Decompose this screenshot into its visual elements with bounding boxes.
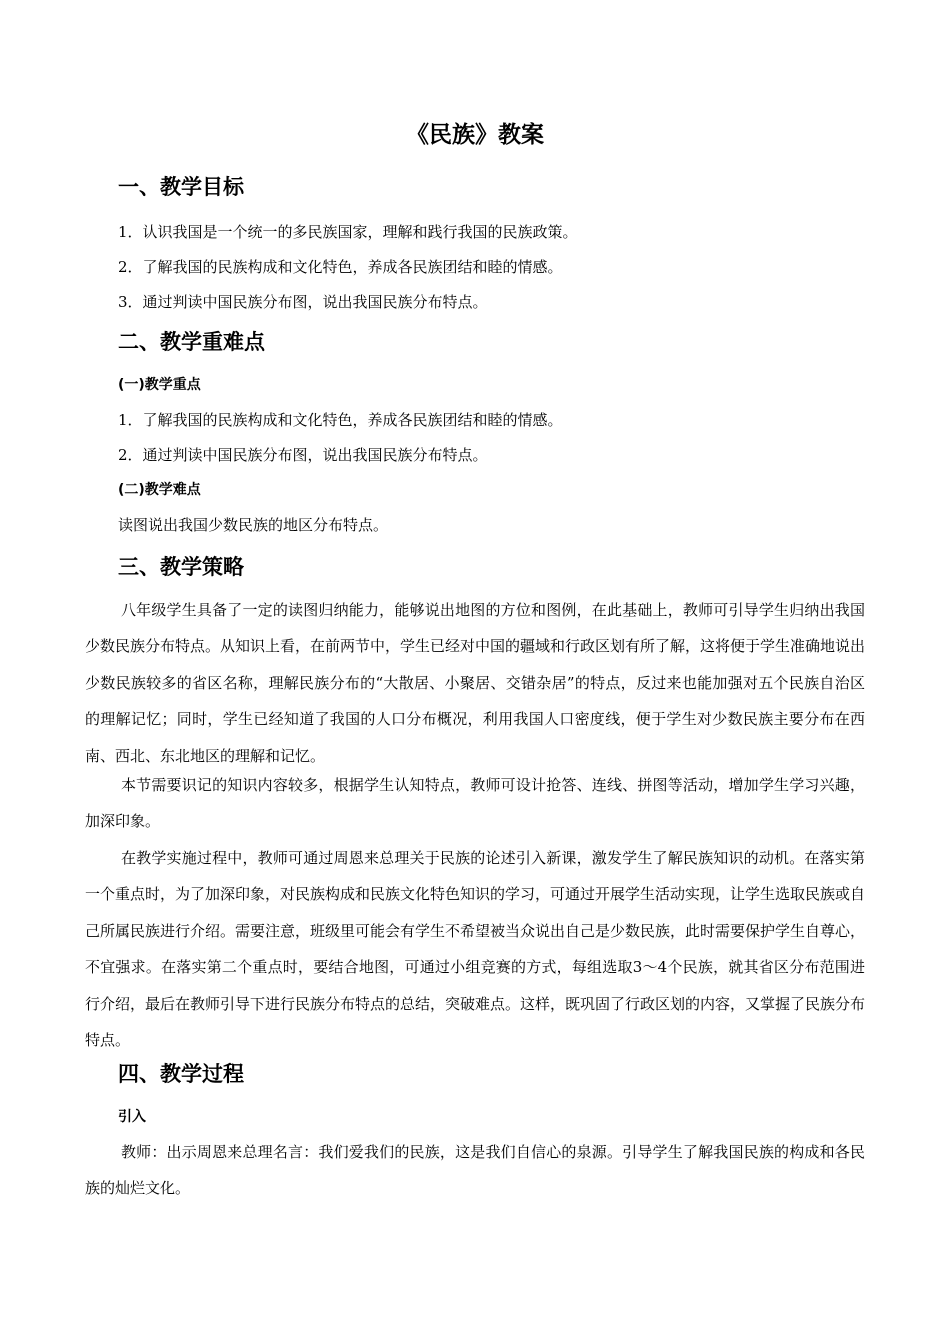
subheading-difficult-points: (二)教学难点 [118, 482, 201, 498]
key-point-item-2: 2．通过判读中国民族分布图，说出我国民族分布特点。 [118, 446, 488, 464]
section-heading-strategy: 三、教学策略 [118, 555, 244, 579]
objective-item-1: 1．认识我国是一个统一的多民族国家，理解和践行我国的民族政策。 [118, 223, 578, 241]
strategy-paragraph-2: 本节需要识记的知识内容较多，根据学生认知特点，教师可设计抢答、连线、拼图等活动，增加学生学习兴趣，加深印象。 [85, 776, 865, 831]
strategy-paragraph-1: 八年级学生具备了一定的读图归纳能力，能够说出地图的方位和图例，在此基础上，教师可引导学生归纳出我国少数民族分布特点。从知识上看，在前两节中，学生已经对中国的疆域和行政区划有所了解，这将便于学生准确地说出少数民族较多的省区名称，理解民族分布的“大散居、小聚居、交错杂居”的特点，反过来也能加强对五个民族自治区的理解记忆；同时，学生已经知道了我国的人口分布概况，利用我国人口密度线，便于学生对少数民族主要分布在西南、西北、东北地区的理解和记忆。 [85, 601, 866, 765]
introduction-paragraph: 教师：出示周恩来总理名言：我们爱我们的民族，这是我们自信心的泉源。引导学生了解我国民族的构成和各民族的灿烂文化。 [85, 1143, 865, 1198]
objective-item-3: 3．通过判读中国民族分布图，说出我国民族分布特点。 [118, 293, 488, 311]
subheading-key-points: (一)教学重点 [118, 377, 201, 393]
objective-item-2: 2．了解我国的民族构成和文化特色，养成各民族团结和睦的情感。 [118, 258, 563, 276]
difficult-point-text: 读图说出我国少数民族的地区分布特点。 [118, 516, 389, 534]
section-heading-key-difficult-points: 二、教学重难点 [118, 330, 265, 354]
subheading-introduction: 引入 [118, 1109, 146, 1125]
key-point-item-1: 1．了解我国的民族构成和文化特色，养成各民族团结和睦的情感。 [118, 411, 563, 429]
strategy-paragraph-3: 在教学实施过程中，教师可通过周恩来总理关于民族的论述引入新课，激发学生了解民族知识的动机。在落实第一个重点时，为了加深印象，对民族构成和民族文化特色知识的学习，可通过开展学生活动实现，让学生选取民族或自己所属民族进行介绍。需要注意，班级里可能会有学生不希望被当众说出自己是少数民族，此时需要保护学生自尊心，不宜强求。在落实第二个重点时，要结合地图，可通过小组竞赛的方式，每组选取3～4个民族，就其省区分布范围进行介绍，最后在教师引导下进行民族分布特点的总结，突破难点。这样，既巩固了行政区划的内容，又掌握了民族分布特点。 [85, 849, 866, 1050]
section-heading-process: 四、教学过程 [118, 1062, 244, 1086]
document-title: 《民族》教案 [406, 122, 544, 148]
section-heading-objectives: 一、教学目标 [118, 175, 244, 199]
